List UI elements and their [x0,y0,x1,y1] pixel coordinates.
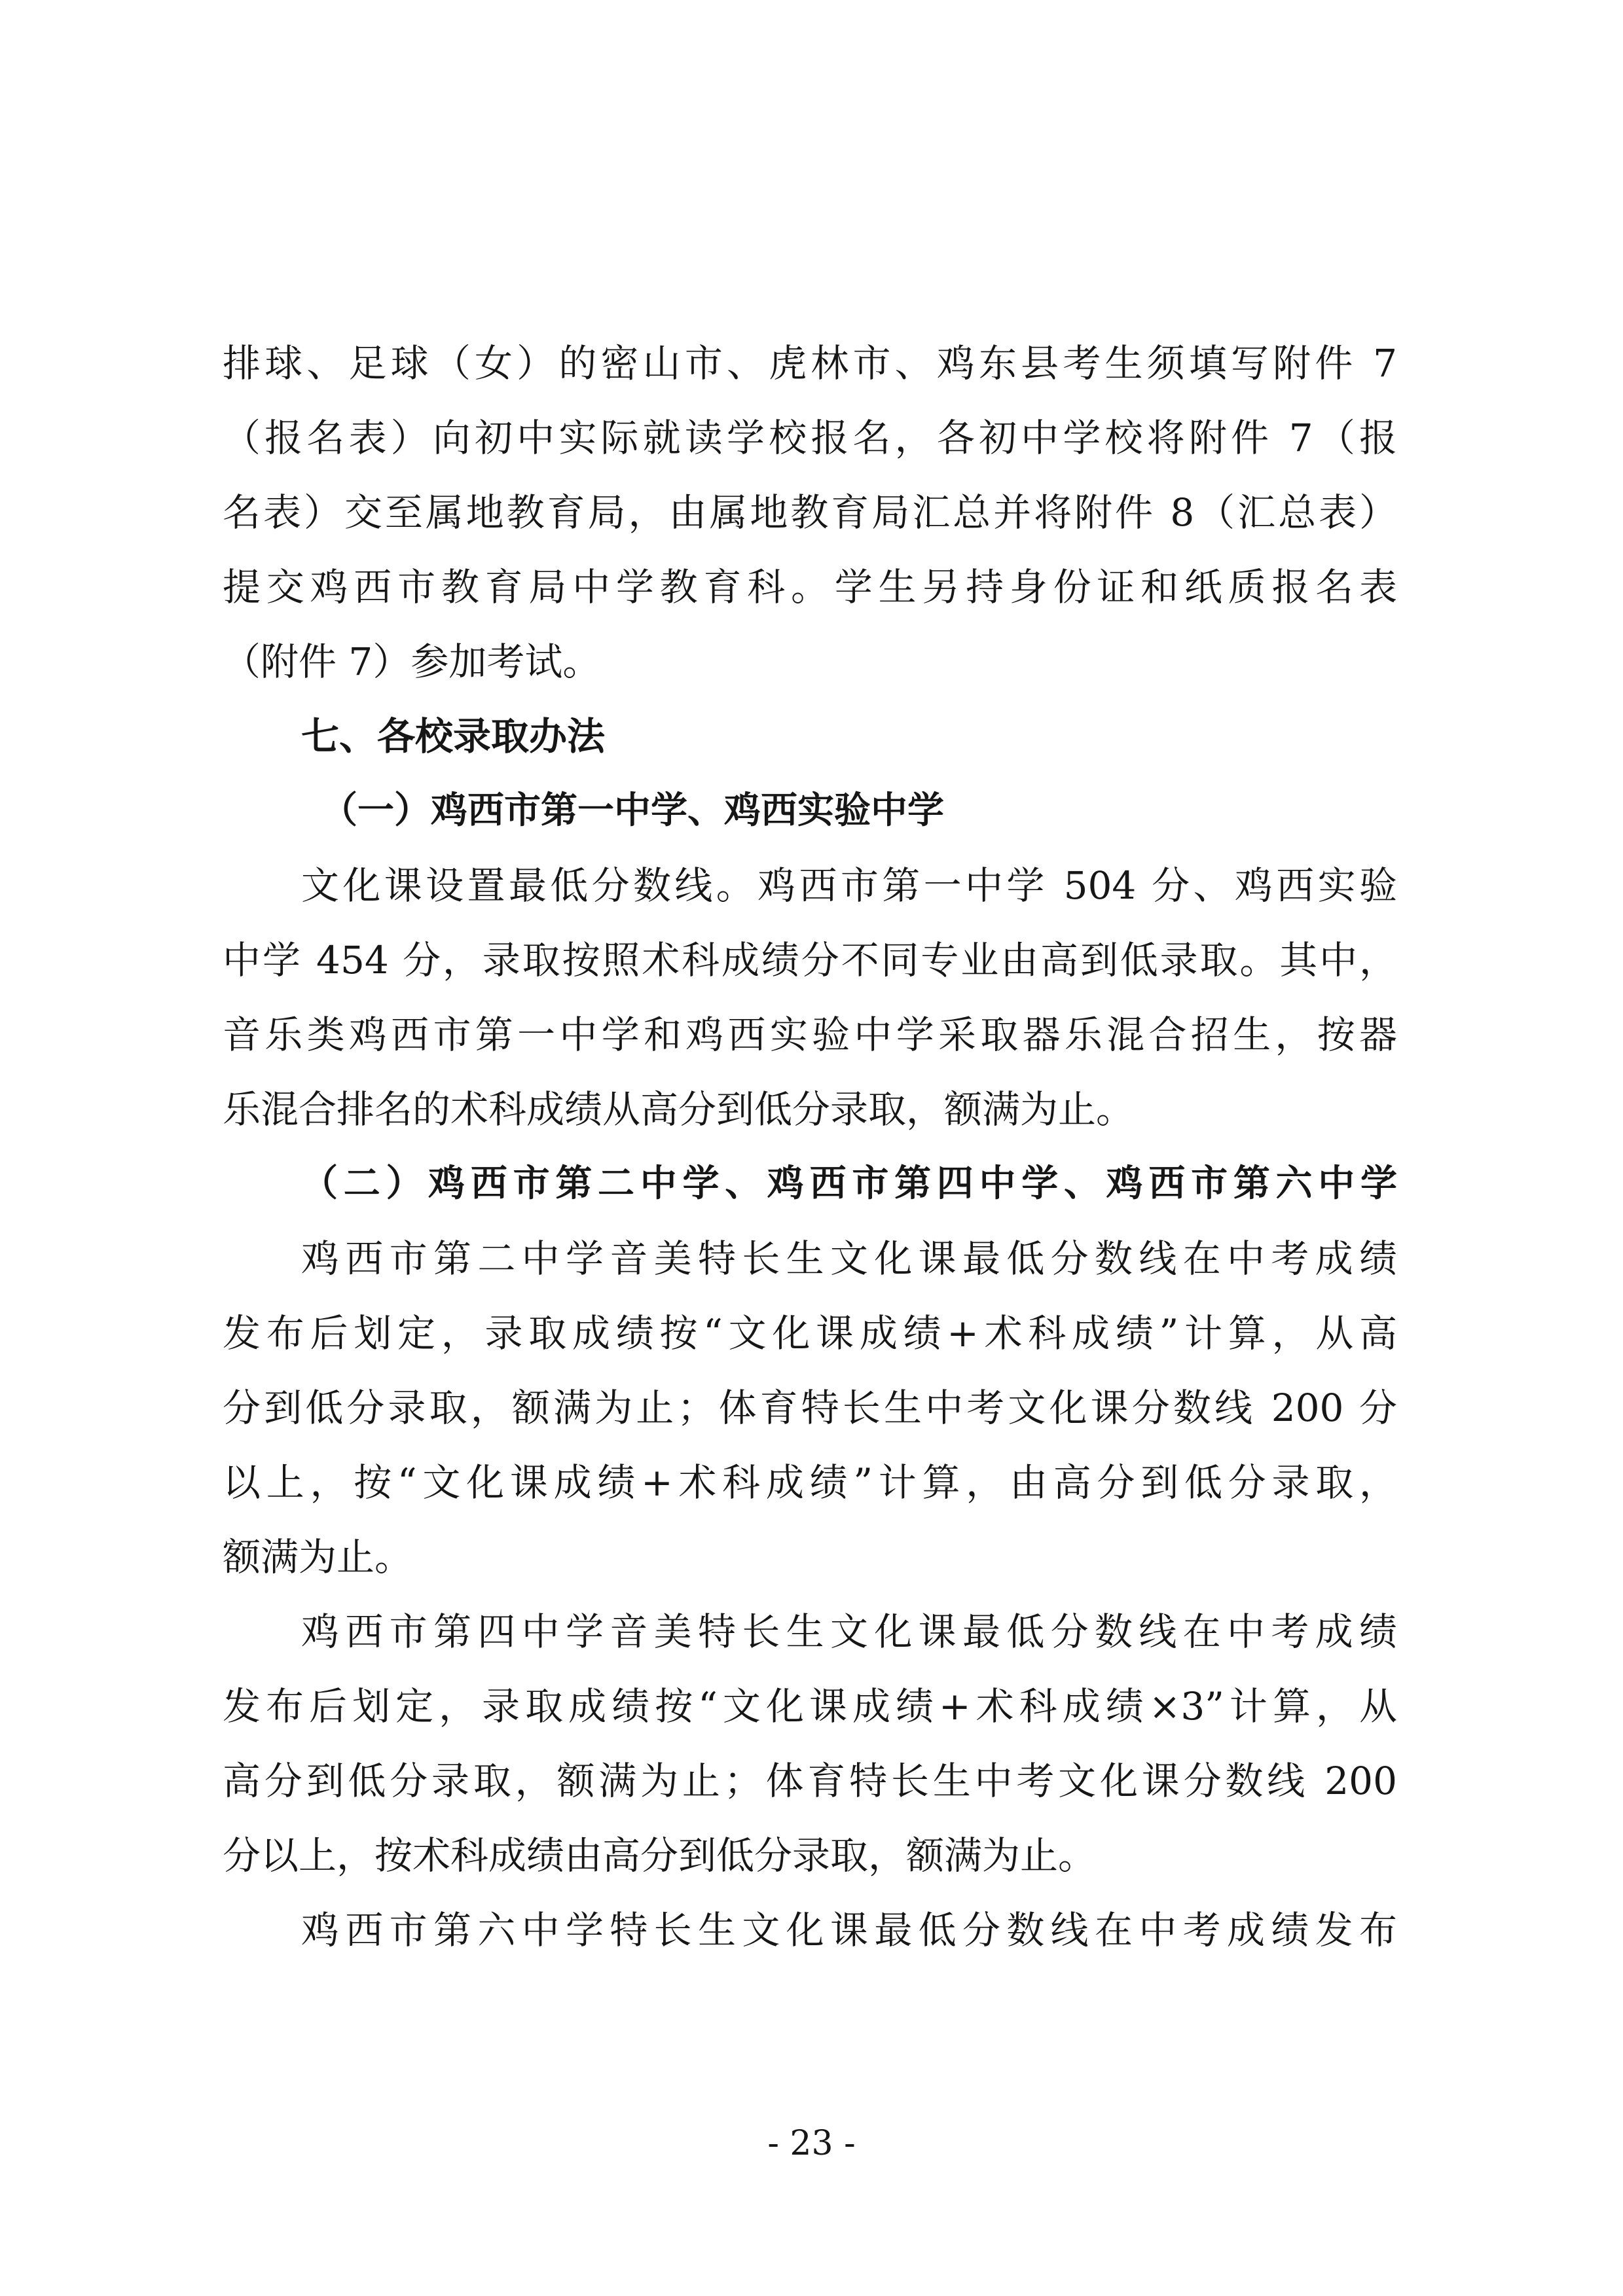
paragraph-line: 文化课设置最低分数线。鸡西市第一中学 504 分、鸡西实验 [301,863,1397,908]
paragraph-line: 排球、足球（女）的密山市、虎林市、鸡东县考生须填写附件 7 [223,341,1397,386]
section-heading: 七、各校录取办法 [301,714,606,759]
paragraph-line: 发布后划定，录取成绩按“文化课成绩+术科成绩”计算，从高 [223,1311,1397,1355]
paragraph-line: 以上，按“文化课成绩+术科成绩”计算，由高分到低分录取， [223,1460,1397,1505]
paragraph-line: 名表）交至属地教育局，由属地教育局汇总并将附件 8（汇总表） [223,490,1397,535]
paragraph-line: 鸡西市第四中学音美特长生文化课最低分数线在中考成绩 [301,1609,1397,1654]
page-number: - 23 - [767,2124,856,2163]
document-body [223,326,1397,1967]
paragraph-line: 鸡西市第二中学音美特长生文化课最低分数线在中考成绩 [301,1236,1397,1281]
paragraph-line: 中学 454 分，录取按照术科成绩分不同专业由高到低录取。其中， [223,938,1397,982]
paragraph-line: （报名表）向初中实际就读学校报名，各初中学校将附件 7（报 [223,416,1397,460]
paragraph-line: 乐混合排名的术科成绩从高分到低分录取，额满为止。 [223,1087,1135,1132]
paragraph-line: 鸡西市第六中学特长生文化课最低分数线在中考成绩发布 [301,1908,1397,1952]
subsection-heading: （一）鸡西市第一中学、鸡西实验中学 [321,789,944,832]
paragraph-line: 高分到低分录取，额满为止；体育特长生中考文化课分数线 200 [223,1759,1397,1803]
paragraph-line: 音乐类鸡西市第一中学和鸡西实验中学采取器乐混合招生，按器 [223,1013,1397,1057]
paragraph-line: （附件 7）参加考试。 [223,639,601,684]
paragraph-line: 额满为止。 [223,1535,413,1579]
paragraph-line: 分以上，按术科成绩由高分到低分录取，额满为止。 [223,1833,1097,1878]
paragraph-line: 提交鸡西市教育局中学教育科。学生另持身份证和纸质报名表 [223,565,1397,609]
paragraph-line: 发布后划定，录取成绩按“文化课成绩+术科成绩×3”计算，从 [223,1684,1397,1729]
subsection-heading: （二）鸡西市第二中学、鸡西市第四中学、鸡西市第六中学 [301,1162,1397,1205]
paragraph-line: 分到低分录取，额满为止；体育特长生中考文化课分数线 200 分 [223,1386,1397,1430]
